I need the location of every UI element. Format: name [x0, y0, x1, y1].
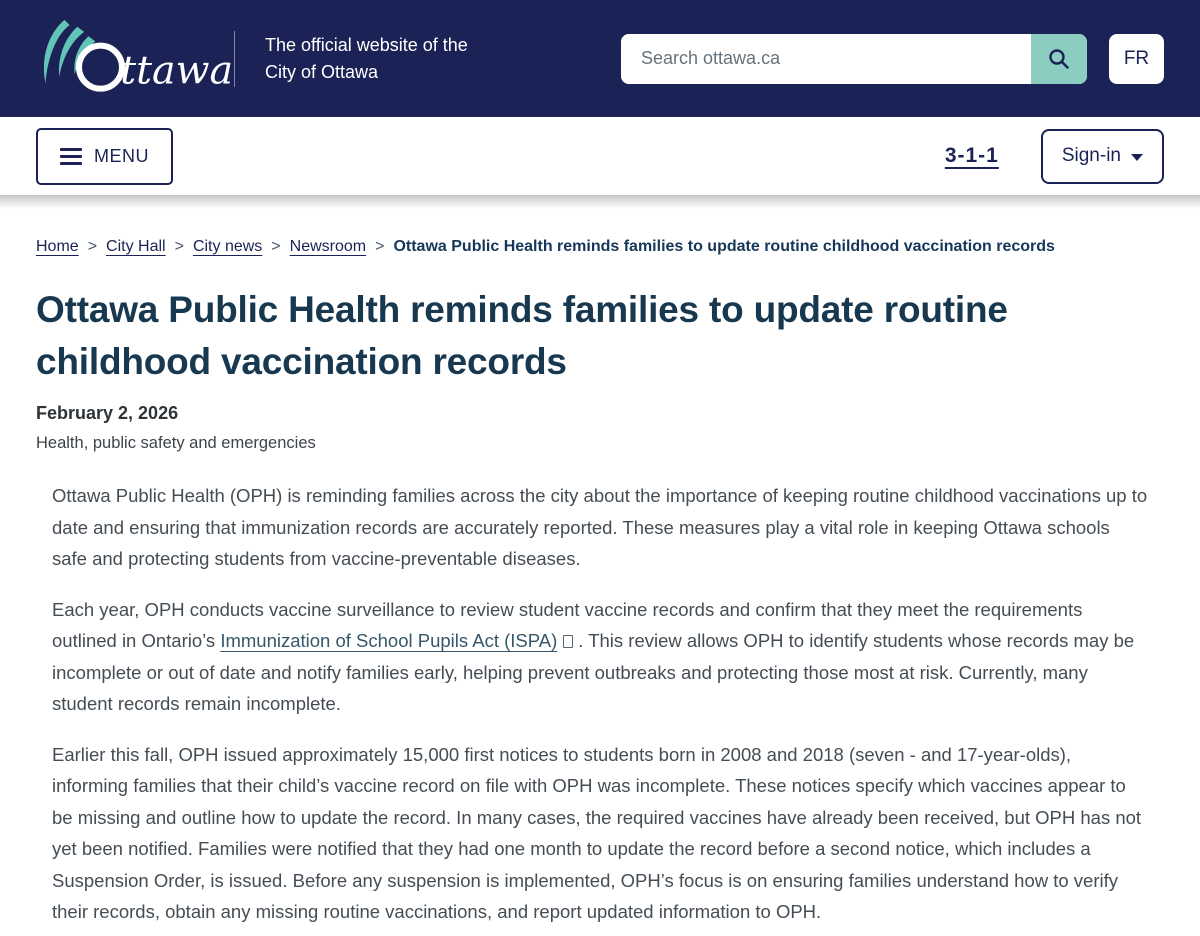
breadcrumb-separator: > [375, 238, 385, 255]
external-link-icon [563, 635, 573, 648]
site-tagline [265, 32, 468, 86]
search-bar [621, 34, 1087, 84]
article-paragraph: Earlier this fall, OPH issued approximately 15,000 first notices to students born in 2008 and 2018 (seven - and 17-year-olds), informing families that their child’s vaccine record on file with OPH was incomplete. These notices specify which vaccines appear to be missing and outline how to update the record. In many cases, the required vaccines have already been received, but OPH has not yet been notified. Families were notified that they had one month to update the record before a second notice, which includes a Suspension Order, is issued. Before any suspension is implemented, OPH’s focus is on ensuring families understand how to verify their records, obtain any missing routine vaccinations, and report updated information to OPH. [52, 743, 1142, 922]
article-paragraph: Ottawa Public Health (OPH) is reminding families across the city about the importance of keeping routine childhood vaccinations up to date and ensuring that immunization records are accurately reported. These measures play a vital role in keeping Ottawa schools safe and protecting students from vaccine-preventable diseases. [52, 485, 1148, 569]
article-category: Health, public safety and emergencies [36, 434, 316, 452]
menu-button-label: MENU [94, 145, 149, 166]
menu-bar-right [945, 129, 1164, 184]
main-content [0, 211, 1200, 928]
signin-button[interactable] [1041, 129, 1164, 184]
breadcrumb [36, 235, 1164, 259]
breadcrumb-separator: > [87, 238, 98, 255]
breadcrumb-link[interactable]: Home [36, 238, 79, 255]
ottawa-logo-image [36, 17, 234, 101]
page-title: Ottawa Public Health reminds families to update routine childhood vaccination records [36, 289, 1008, 382]
breadcrumb-current: Ottawa Public Health reminds families to update routine childhood vaccination records [393, 238, 1055, 255]
search-input[interactable] [621, 34, 1031, 84]
menu-button[interactable] [36, 128, 173, 185]
search-button[interactable] [1031, 34, 1087, 84]
language-toggle-button[interactable]: FR [1109, 34, 1164, 84]
breadcrumb-separator: > [271, 238, 281, 255]
breadcrumb-link[interactable]: Newsroom [289, 238, 367, 255]
breadcrumb-link[interactable]: City Hall [106, 238, 166, 255]
breadcrumb-separator: > [174, 238, 184, 255]
chevron-down-icon [1131, 154, 1143, 161]
signin-label: Sign-in [1061, 145, 1121, 166]
three-one-one-link[interactable]: 3-1-1 [944, 144, 999, 167]
hamburger-icon [60, 148, 82, 165]
article-date: February 2, 2026 [36, 403, 179, 423]
tagline-line-2: City of Ottawa [265, 61, 379, 82]
menu-bar-shadow [0, 195, 1200, 211]
article-body [36, 480, 1164, 928]
search-icon [1047, 47, 1071, 71]
tagline-line-1: The official website of the [265, 34, 468, 55]
article-paragraph: Each year, OPH conducts vaccine surveillance to review student vaccine records and confirm that they meet the requirements outlined in Ontario’s Immunization of School Pupils Act (ISPA) . This review allows OPH to identify students whose records may be incomplete or out of date and notify families early, helping prevent outbreaks and protecting those most at risk. Currently, many student records remain incomplete. [52, 598, 1135, 714]
inline-link[interactable]: Immunization of School Pupils Act (ISPA) [220, 630, 558, 651]
ottawa-logo[interactable] [36, 17, 234, 101]
breadcrumb-link[interactable]: City news [192, 238, 263, 255]
menu-bar [0, 117, 1200, 195]
header-divider [234, 31, 235, 87]
logo-script: ttawa [120, 47, 234, 94]
site-header [0, 0, 1200, 117]
